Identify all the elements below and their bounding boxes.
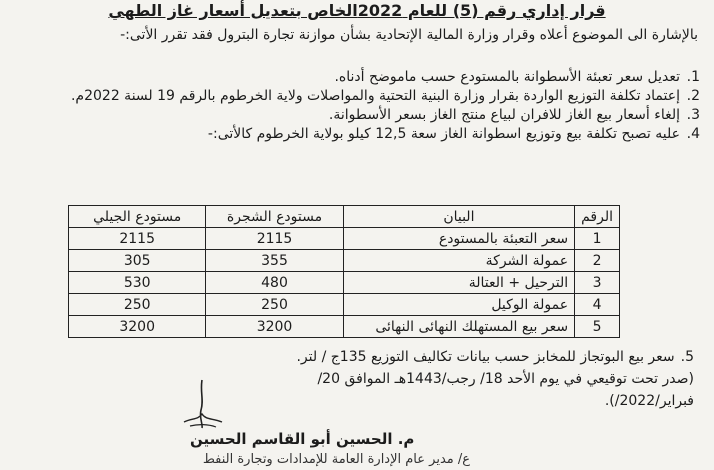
closing-section bbox=[14, 346, 694, 412]
issued-date: فبراير/2022/). bbox=[604, 393, 694, 409]
item-text: تعديل سعر تعبئة الأسطوانة بالمستودع حسب ماموضح أدناه. bbox=[334, 69, 680, 85]
intro-paragraph: بالإشارة الى الموضوع أعلاه وقرار وزارة المالية الإتحادية بشأن موازنة تجارة البترول فقد تقرر الأتى:- bbox=[120, 27, 698, 43]
row-number: 5 bbox=[575, 316, 620, 338]
list-item bbox=[10, 87, 700, 106]
row-description: عمولة الوكيل bbox=[343, 294, 574, 316]
item-number: 5. bbox=[680, 349, 694, 365]
row-number: 2 bbox=[575, 250, 620, 272]
table-row bbox=[69, 272, 620, 294]
row-number: 4 bbox=[575, 294, 620, 316]
signatory-role: ع/ مدير عام الإدارة العامة للإمدادات وتجارة النفط bbox=[202, 452, 470, 467]
item-number: 2. bbox=[686, 88, 700, 104]
list-item bbox=[10, 68, 700, 87]
row-jaili: 305 bbox=[69, 250, 206, 272]
row-description: سعر بيع المستهلك النهائى النهائى bbox=[343, 316, 574, 338]
table-row bbox=[69, 294, 620, 316]
item-text: إلغاء أسعار بيع الغاز للافران لبياع منتج الغاز بسعر الأسطوانة. bbox=[328, 107, 680, 123]
header-jaili: مستودع الجيلي bbox=[69, 206, 206, 228]
item-text: سعر بيع البوتجاز للمخابز حسب بيانات تكاليف التوزيع 135ج / لتر. bbox=[296, 349, 675, 365]
header-shajara: مستودع الشجرة bbox=[206, 206, 343, 228]
item-number: 1. bbox=[686, 69, 700, 85]
decision-items bbox=[10, 68, 700, 144]
row-jaili: 530 bbox=[69, 272, 206, 294]
header-number: الرقم bbox=[575, 206, 620, 228]
row-jaili: 250 bbox=[69, 294, 206, 316]
row-shajara: 2115 bbox=[206, 228, 343, 250]
row-jaili: 2115 bbox=[69, 228, 206, 250]
row-jaili: 3200 bbox=[69, 316, 206, 338]
list-item bbox=[10, 106, 700, 125]
row-number: 1 bbox=[575, 228, 620, 250]
header-description: البيان bbox=[343, 206, 574, 228]
item-number: 3. bbox=[686, 107, 700, 123]
row-shajara: 480 bbox=[206, 272, 343, 294]
table-row bbox=[69, 316, 620, 338]
row-shajara: 250 bbox=[206, 294, 343, 316]
price-table bbox=[68, 205, 620, 338]
row-description: الترحيل + العتالة bbox=[343, 272, 574, 294]
row-shajara: 3200 bbox=[206, 316, 343, 338]
document-title bbox=[0, 0, 714, 22]
table-row bbox=[69, 250, 620, 272]
item-text: عليه تصبح تكلفة بيع وتوزيع اسطوانة الغاز سعة 12,5 كيلو بولاية الخرطوم كالأتى:- bbox=[207, 126, 680, 142]
table-row bbox=[69, 228, 620, 250]
row-number: 3 bbox=[575, 272, 620, 294]
document-title-text: قرار إداري رقم (5) للعام 2022الخاص بتعديل أسعار غاز الطهي bbox=[108, 1, 606, 20]
signatory-name: م. الحسين أبو القاسم الحسين bbox=[190, 430, 415, 448]
handwritten-signature bbox=[178, 378, 226, 430]
table-header-row bbox=[69, 206, 620, 228]
row-shajara: 355 bbox=[206, 250, 343, 272]
list-item bbox=[14, 346, 694, 368]
item-number: 4. bbox=[686, 126, 700, 142]
row-description: سعر التعبئة بالمستودع bbox=[343, 228, 574, 250]
row-description: عمولة الشركة bbox=[343, 250, 574, 272]
item-text: إعتماد تكلفة التوزيع الواردة بقرار وزارة البنية التحتية والمواصلات ولاية الخرطوم بالرقم 19 لسنة 2022م. bbox=[70, 88, 680, 104]
list-item bbox=[10, 125, 700, 144]
issued-statement: (صدر تحت توقيعي في يوم الأحد 18/ رجب/1443هـ الموافق 20/ bbox=[317, 371, 694, 387]
